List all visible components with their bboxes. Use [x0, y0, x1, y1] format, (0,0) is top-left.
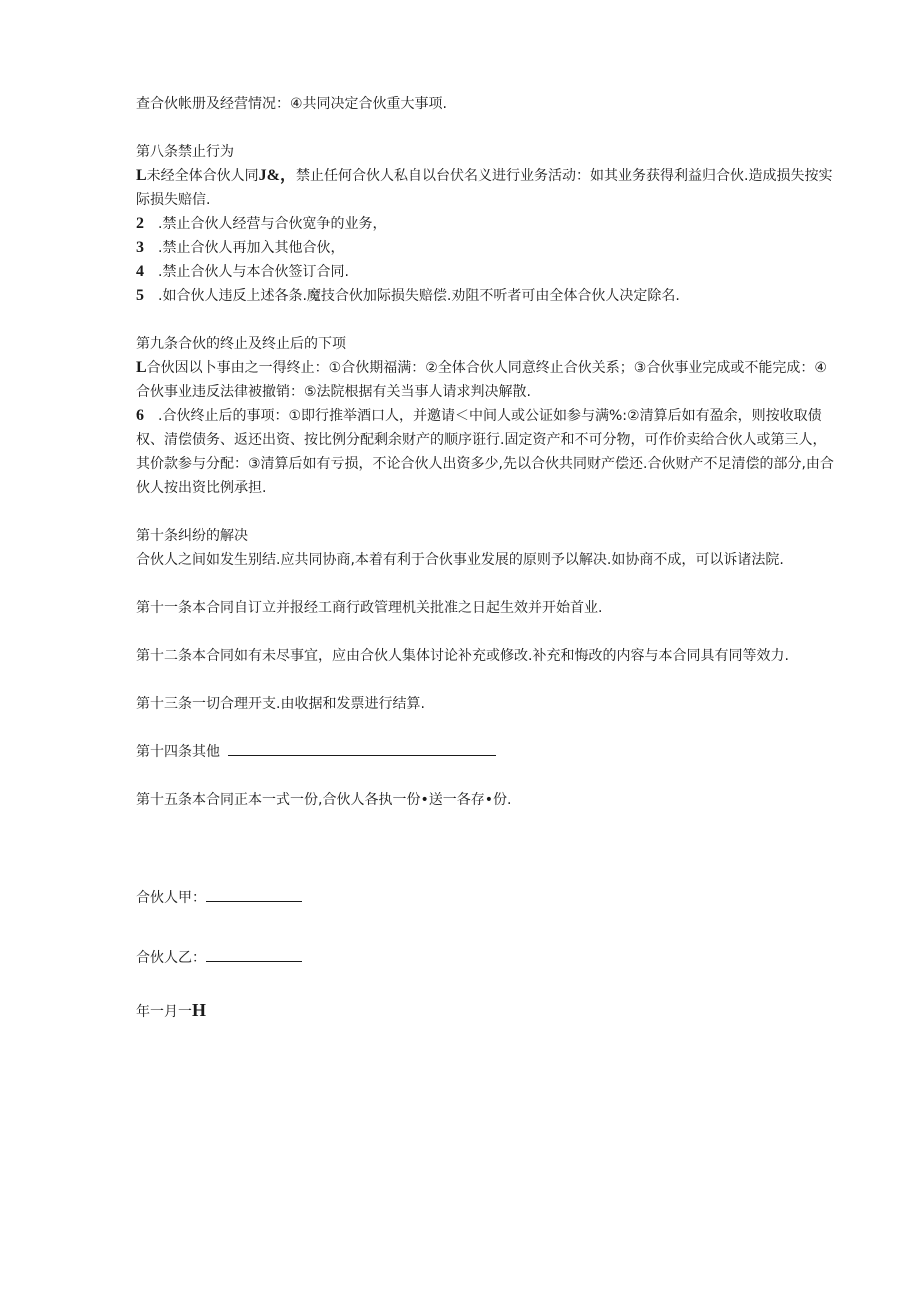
article-11: 第十一条本合同自订立并报经工商行政管理机关批准之日起生效并开始首业.: [136, 600, 603, 616]
partner-b-signature-blank[interactable]: [206, 947, 302, 962]
partner-a-signature-blank[interactable]: [206, 887, 302, 902]
article-8-item-5-num: 5: [136, 287, 144, 304]
partner-a-label: 合伙人甲：: [136, 890, 206, 906]
article-8-item-1-lead: L: [136, 167, 147, 184]
article-13: 第十三条一切合理开支.由收据和发票进行结算.: [136, 696, 425, 712]
article-10: [136, 524, 836, 572]
article-8-item-3-num: 3: [136, 239, 144, 256]
article-14: [136, 740, 836, 764]
article-8-item-1-mark: J&，: [258, 167, 297, 184]
signing-date: [136, 998, 836, 1025]
article-9-heading: 第九条合伙的终止及终止后的下项: [136, 336, 346, 352]
article-8-item-4-num: 4: [136, 263, 144, 280]
article-9-item-6-num: 6: [136, 407, 144, 424]
article-8-heading: 第八条禁止行为: [136, 144, 234, 160]
article-8-item-3-text: .禁止合伙人再加入其他合伙，: [158, 240, 345, 256]
article-12: 第十二条本合同如有未尽事宜，应由合伙人集体讨论补充或修改.补充和悔改的内容与本合同具有同等效力.: [136, 648, 789, 664]
article-8-item-2-num: 2: [136, 215, 144, 232]
article-8-item-5-text: .如合伙人违反上述各条.魔技合伙加际损失赔偿.劝阻不听者可由全体合伙人决定除名.: [158, 288, 680, 304]
article-8-item-4: [136, 260, 836, 284]
article-8-item-2: [136, 212, 836, 236]
partner-a-line: [136, 886, 836, 910]
article-8-item-1: [136, 164, 836, 212]
partner-b-line: [136, 946, 836, 970]
partner-b-label: 合伙人乙：: [136, 950, 206, 966]
article-8-item-3: [136, 236, 836, 260]
article-14-blank[interactable]: [228, 741, 496, 756]
article-14-label: 第十四条其他: [136, 744, 220, 760]
article-8-item-1-rest: 禁止任何合伙人私自以台伏名义进行业务活动：如其业务获得利益归合伙.造成损失按实际损失赔信.: [136, 168, 833, 208]
article-9-item-6: [136, 404, 836, 500]
article-9-item-6-text: .合伙终止后的事项：①即行推举酒口人，并邀请＜中间人或公证如参与满%:②清算后如有盈余，则按收取债权、清偿债务、返还出资、按比例分配剩余财产的顺序诳行.固定资产和不可分物，可作价卖给合伙人或第三人，其价款参与分配：③清算后如有亏损，不论合伙人出资多少,先以合伙共同财产偿还.合伙财产不足清偿的部分,由合伙人按出资比例承担.: [136, 408, 834, 496]
article-15: 第十五条本合同正本一式一份,合伙人各执一份•送一各存•份.: [136, 792, 512, 808]
article-8-item-4-text: .禁止合伙人与本合伙签订合同.: [158, 264, 349, 280]
signing-date-prefix: 年一月一: [136, 1005, 192, 1020]
article-9-item-1-text: 合伙因以卜事由之一得终止：①合伙期福满：②全体合伙人同意终止合伙关系；③合伙事业完成或不能完成：④合伙事业违反法律被撤销：⑤法院根据有关当事人请求判决解散.: [136, 360, 827, 400]
article-10-text: 合伙人之间如发生别结.应共同协商,本着有利于合伙事业发展的原则予以解决.如协商不成，可以诉诸法院.: [136, 552, 784, 568]
article-9-item-1-lead: L: [136, 359, 147, 376]
intro-line: 查合伙帐册及经营情况：④共同决定合伙重大事项.: [136, 96, 447, 112]
contract-page: [136, 92, 836, 1025]
article-9-item-1: [136, 356, 836, 404]
article-8-item-1-text: 未经全体合伙人同: [146, 168, 259, 184]
article-10-heading: 第十条纠纷的解决: [136, 528, 248, 544]
article-8-item-2-text: .禁止合伙人经营与合伙宽争的业务，: [158, 216, 387, 232]
signing-date-suffix: H: [192, 1000, 207, 1020]
article-8-item-5: [136, 284, 836, 308]
article-9: [136, 332, 836, 500]
article-8: [136, 140, 836, 308]
